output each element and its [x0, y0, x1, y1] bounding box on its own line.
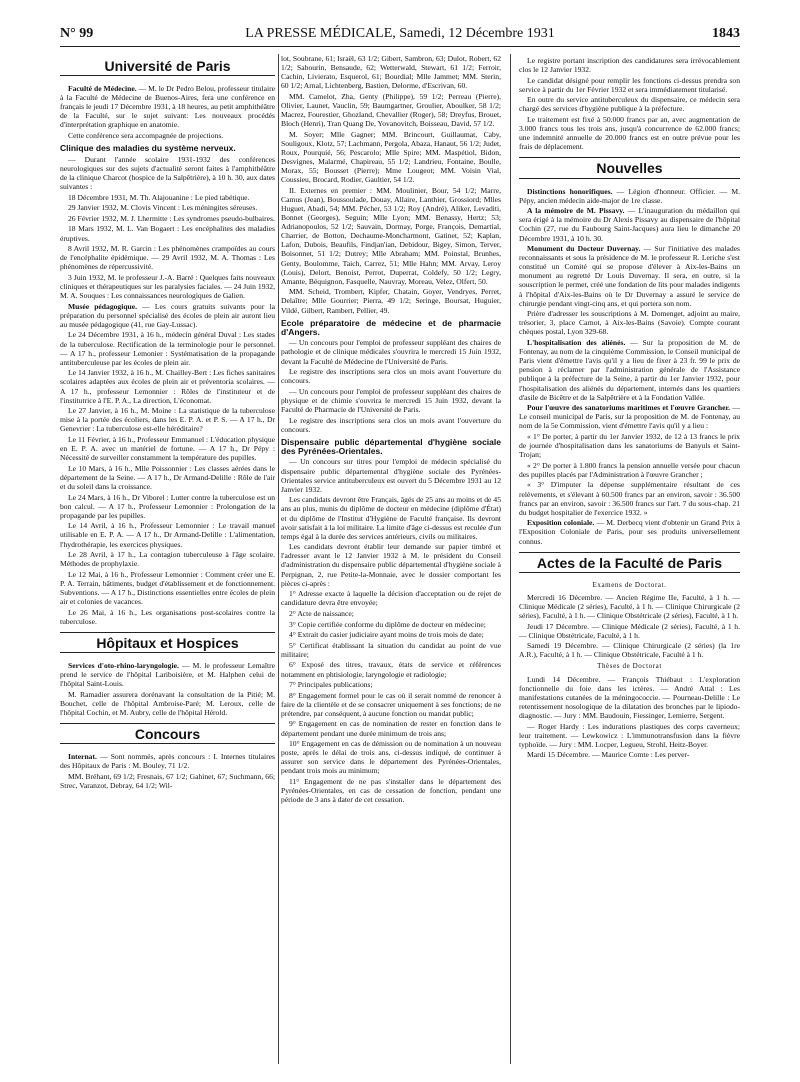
- issue-number: N° 99: [60, 26, 94, 41]
- section-heading: Actes de la Faculté de Paris: [519, 552, 740, 573]
- list-item: 11° Engagement de ne pas s'installer dans le département des Pyrénées-Orientales, en cas de cessation de fonction, pendant une période de 3 ans à dater de cet cessation.: [281, 777, 501, 805]
- page-number: 1843: [712, 26, 740, 41]
- item-title: Services d'oto-rhino-laryngologie.: [68, 660, 179, 670]
- paragraph: [60, 661, 275, 688]
- list-item: 2° Acte de naissance;: [289, 608, 354, 618]
- paragraph: Le traitement est fixé à 50.000 francs par an, avec augmentation de 3.000 francs tous les trois ans, jusqu'à concurrence de 62.000 francs; une indemnité annuelle de 20.000 francs est en outre prévue pour les frais de déplacement.: [519, 115, 740, 152]
- paragraph: [519, 206, 740, 242]
- list-item: 26 Février 1932, M. J. Lhermitte : Les syndromes pseudo-bulbaires.: [68, 213, 275, 223]
- list-item: Lundi 14 Décembre. — François Thiébaut : L'exploration fonctionnelle du foie dans les ictères. — André Attal : Les manifestations cutanées de la méningococcie. — Pourneau-Delille : Le retentissement nosologique de la dilatation des bronches par le lipiodo-diagnostic. — Jury : MM. Baudouin, Fiessinger, Lemierre, Sergent.: [519, 674, 740, 720]
- paragraph: MM. Scheid, Trombert, Kipfer, Chatain, Goyer, Vendryes, Perret, Delaître; Mlle Gourrier; Pierra, 49 1/2; Seringe, Boursat, Huguier, Vildé, Gilbert, Rambert, Pellier, 49.: [281, 287, 501, 315]
- list-item: Le 14 Janvier 1932, à 16 h., M. Chailley-Bert : Les fiches sanitaires scolaires adaptées aux écoles de plein air et préventoria scolaires. — A 17 h., professeur Lemonnier : Rôles de l'instituteur et de l'institutrice à l'E. P. A., La direction, L'économat.: [60, 368, 275, 405]
- item-text: — Les cours gratuits suivants pour la préparation du personnel spécialisé des écoles de plein air auront lieu au musée pédagogique (41, rue Gay-Lussac).: [60, 301, 275, 329]
- column-divider: [278, 54, 279, 1064]
- list-item: 4° Extrait du casier judiciaire ayant moins de trois mois de date;: [289, 630, 484, 640]
- list-item: Le 24 Mars, à 16 h., Dr Viborel : Lutter contre la tuberculose est un bon calcul. — A 17 h., Professeur Lemonnier : Prolongation de la propagande par les pupilles.: [60, 492, 275, 520]
- paragraph: Cette conférence sera accompagnée de projections.: [68, 131, 224, 141]
- list-item: 9° Engagement en cas de nomination de rester en fonction dans le département pendant une durée minimum de trois ans;: [281, 719, 501, 738]
- paragraph: [519, 338, 740, 402]
- paragraph: II. Externes en premier : MM. Moulinier, Bour, 54 1/2; Marre, Camus (Jean), Boussoulade, Douay, Allaire, Lanthier, Grossiord; Mlles Huguet, Abadi, 54; MM. Pécher, 53 1/2; Roy (André), Aliker, Levaditi, Bonnet (Georges), Seguin; Mlle Lyon; MM. Benassy, Hertz; 53; Adrianopoulos, 52 1/2; Sauvain, Dormay, Porge, François, Demartial, Charrier, de Botton, Dechaume-Moncharmont, Gatinet, 52; Kaplan, Lafon, Dubois, Beaufils, Findjan'ian, Debidour, Bigey, Simon, Terver, Boisonnet, 51 1/2; Dutrey; Mlle Abraham; MM. Poinstal, Brunhes, Genty, Boulomme, Taich, Carrez, 51; Mlle Hahn; MM. Arvay, Leroy (Louis), Delort, Benoist, Perrot, Duperrat, Coldefy, 50 1/2; Legry, Amante, Béquignon, Fasquelle, Nauvray, Moreau, Velez, Olfert, 50.: [281, 185, 501, 286]
- list-item: 29 Janvier 1932, M. Clovis Vincent : Les méningites séreuses.: [68, 203, 258, 213]
- column-divider: [510, 54, 511, 1064]
- item-text: — M. Derbecq vient d'obtenir un Grand Prix à l'Exposition Coloniale de Paris, pour ses produits universellement connus.: [519, 518, 740, 546]
- item-text: — Sur la proposition de M. de Fontenay, au nom de la cinquième Commission, le Conseil municipal de Paris vient d'émettre l'avis qu'il y a lieu de fixer à 23 fr. 99 le prix de pension à réclamer par l'administration générale de l'Assistance publique à la préfecture de la Seine, à partir du 1er Janvier 1932, pour l'hospitalisation des aliénés du département, internés dans les quartiers d'asile de Bicêtre et de la Salpêtrière et à la Fondation Vallée.: [519, 338, 740, 402]
- subheading: Examens de Doctorat.: [592, 580, 667, 589]
- item-title: L'hospitalisation des aliénés.: [527, 338, 626, 348]
- column-middle: [281, 54, 501, 806]
- paragraph: — Un concours pour l'emploi de professeur suppléant des chaires de pathologie et de clinique médicales s'ouvrira le mercredi 15 Juin 1932, devant la Faculté de Médecine de l'Université de Paris.: [281, 338, 501, 366]
- paragraph: M. Soyer; Mlle Gagner; MM. Brincourt, Guillaumat, Caby, Souligoux, Klotz, 57; Lachmann, Pergola, Abaza, Hanaut, 56 1/2; Judet, Roux, Pourquié, 56; Pescarolo; Mlle Spire; MM. Maspétiol, Bidon, Desvignes, Malarmé, Chapireau, 55 1/2; Landrieu, Fontaine, Boulle, Morax, 55; Bousset (Pierre); Mme Lougeot; MM. Voisin Vial, Coussieu, Brocard, Rodier, Gaultier, 54 1/2.: [281, 129, 501, 185]
- list-item: 18 Mars 1932, M. L. Van Bogaert : Les encéphalites des maladies éruptives.: [60, 224, 275, 243]
- list-item: 7° Principales publications;: [289, 680, 373, 690]
- item-text: — Sur l'initiative des malades reconnaissants et sous la présidence de M. le professeur R. Leriche s'est constitué un Comité qui se propose d'élever à Aix-les-Bains un monument au regretté Dr Louis Duvernay. Il sera, en outre, si la souscription le permet, créé une fondation de lits pour malades indigents à l'hôpital d'Aix-les-Bains où le Dr Duvernay a assuré le service de chirurgie pendant vingt-cinq ans, et qui portera son nom.: [519, 244, 740, 308]
- list-item: Mercredi 16 Décembre. — Ancien Régime IIe, Faculté, à 1 h. — Clinique Médicale (2 séries), Faculté, à 1 h. — Clinique Chirurgicale (2 séries), Faculté, à 1 h. — Clinique Obstétricale (2 séries), Faculté, à 1 h.: [519, 592, 740, 620]
- list-item: Le 12 Mai, à 16 h., Professeur Lemonnier : Comment créer une E. P. A. Terrain, bâtiments, budget d'établissement et de fonctionnement. Subventions. — A 17 h., Distinctions essentielles entre écoles de plein air et colonies de vacances.: [60, 569, 275, 607]
- list-item: Le 27 Janvier, à 16 h., M. Moine : La statistique de la tuberculose mise à la portée des écoliers, dans les E. P. A. et P. S. — A 17 h., Dr Genevrier : La tuberculose est-elle héréditaire?: [60, 406, 275, 434]
- section-heading: Université de Paris: [60, 56, 275, 76]
- list-item: 1° Adresse exacte à laquelle la décision d'acceptation ou de rejet de candidature devra être envoyée;: [281, 589, 501, 608]
- item-title: Dispensaire public départemental d'hygiène sociale des Pyrénées-Orientales.: [281, 436, 501, 456]
- item-text: — M. le professeur Lemaître prend le service de l'hôpital Lariboisière, et M. Halphen celui de l'hôpital Saint-Louis.: [60, 660, 275, 689]
- list-item: 5° Certificat établissant la situation du candidat au point de vue militaire;: [281, 640, 501, 659]
- list-item: 6° Exposé des titres, travaux, états de service et références notamment en phtisiologie, laryngologie et radiologie;: [281, 660, 501, 679]
- item-text: — Sont nommés, après concours : I. Internes titulaires des Hôpitaux de Paris : M. Bouley, 71 1/2.: [60, 752, 275, 771]
- list-item: Le 24 Décembre 1931, à 16 h., médecin général Duval : Les stades de la tuberculose. Rectification de la terminologie pour le personnel. — A 17 h., professeur Lemonier : Systématisation de la propagande antituberculeuse par les écoles de plein air.: [60, 330, 275, 367]
- item-title: A la mémoire de M. Pissavy.: [527, 206, 625, 216]
- section-heading: Concours: [60, 723, 275, 744]
- paragraph: MM. Camelot, Zha, Genty (Philippe), 59 1/2; Perreau (Pierre), Olivier, Launet, Vauclin, 59; Baumgartner, Groulier, Aboulker, 58 1/2; Macrez, Fourestier, Ghozland, Chevallier (Roger), 58; Dreyfus, Brouet, Bloch (Henri), Tran Quang De, Yovanovitch, Boisseau, David, 57 1/2.: [281, 91, 501, 129]
- item-text: — Légion d'honneur. Officier. — M. Pépy, ancien médecin aide-major de 1re classe.: [519, 186, 740, 205]
- list-item: Jeudi 17 Décembre. — Clinique Médicale (2 séries), Faculté, à 1 h. — Clinique Obstétricale, Faculté, à 1 h.: [519, 621, 740, 640]
- paragraph: Les candidats devront être Français, âgés de 25 ans au moins et de 45 ans au plus, munis du diplôme de docteur en médecine (diplôme d'État) et du diplôme de l'Institut d'Hygiène de Faculté française. Ils devront avoir satisfait à la loi militaire. La limite d'âge ci-dessus est reculée d'un temps égal à la durée des services antérieurs, civils ou militaires.: [281, 495, 501, 541]
- item-title: Internat.: [68, 752, 97, 762]
- section-heading: Nouvelles: [519, 157, 740, 178]
- list-item: 10° Engagement en cas de démission ou de nomination à un nouveau poste, après le délai de trois ans, ci-dessus indiqué, de continuer à assurer son service dans le département des Pyrénées-Orientales, pendant trois mois au minimum;: [281, 739, 501, 776]
- paragraph: [60, 84, 275, 129]
- paragraph: Le candidat désigné pour remplir les fonctions ci-dessus prendra son service à partir du 1er Février 1932 et sera immédiatement titularisé.: [519, 75, 740, 94]
- paragraph: — Durant l'année scolaire 1931-1932 des conférences neurologiques sur des sujets d'actualité seront faites à l'amphithéâtre de la clinique Charcot (hospice de la Salpêtrière), à 10 h. 30, aux dates suivantes :: [60, 154, 275, 192]
- paragraph: lot, Soubrane, 61; Israël, 63 1/2; Gibert, Sambron, 63; Dulot, Robert, 62 1/2; Sabourin, Bensaude, 62; Wetterwald, Stewart, 61 1/2; Ferroir, Cachin, Livierato, Esquerol, 61; Bourdial; Mlle Jammet; MM. Sterin, 60 1/2; Arnal, Lichtenberg, Bastien, Delorme, d'Escrivan, 60.: [281, 54, 501, 91]
- list-item: Le 11 Février, à 16 h., Professeur Emmanuel : L'éducation physique en E. P. A. avec un matériel de fortune. — A 17 h., Dr Pépy : Nécessité de surveiller constamment la température des pupilles.: [60, 434, 275, 463]
- list-item: Le 10 Mars, à 16 h., Mlle Poissonnier : Les classes aérées dans le département de la Seine. — A 17 h., Dr Armand-Delille : Rôle de l'air et du soleil dans la croissance.: [60, 463, 275, 491]
- list-item: Le 26 Mai, à 16 h., Les organisations post-scolaires contre la tuberculose.: [60, 607, 275, 626]
- paragraph: Le registre des inscriptions sera clos un mois avant l'ouverture du concours.: [281, 415, 501, 434]
- paragraph: MM. Bréhant, 69 1/2; Fresnais, 67 1/2; Gahinet, 67; Suchmann, 66; Strec, Varanzot, Debray, 64 1/2; Wil-: [60, 771, 275, 790]
- list-item: Mardi 15 Décembre. — Maurice Comte : Les perver-: [527, 750, 690, 760]
- paragraph: Prière d'adresser les souscriptions à M. Domenget, adjoint au maire, trésorier, 3, place Carnot, à Aix-les-Bains (Savoie). Compte courant chèques postal, Lyon 329-68.: [519, 309, 740, 337]
- paragraph: Les candidats devront établir leur demande sur papier timbré et l'adresser avant le 12 Janvier 1932 à M. le président du Conseil d'administration du dispensaire public départemental d'hygiène sociale à Perpignan, 2, rue Petite-la-Monnaie, avec le dossier comportant les pièces ci-après :: [281, 542, 501, 588]
- list-item: Le 28 Avril, à 17 h., La contagion tuberculeuse à l'âge scolaire. Méthodes de prophylaxie.: [60, 550, 275, 569]
- item-title: Exposition coloniale.: [527, 518, 595, 528]
- item-title: Faculté de Médecine.: [68, 84, 137, 94]
- paragraph: Le registre portant inscription des candidatures sera irrévocablement clos le 12 Janvier 1932.: [519, 56, 740, 75]
- list-item: Le 14 Avril, à 16 h., Professeur Lemonnier : Le travail manuel utilisable en E. P. A. — A 17 h., Dr Armand-Delille : L'alimentation, l'hydrothérapie, les exercices physiques.: [60, 521, 275, 549]
- column-right: [519, 56, 740, 761]
- list-item: — Roger Hardy : Les indurations plastiques des corps caverneux; leur traitement. — Lewkowicz : L'immunotransfusion dans la fièvre typhoïde. — Jury : MM. Locper, Legueu, Strohl, Heitz-Boyer.: [519, 721, 740, 749]
- item-title: Ecole préparatoire de médecine et de pharmacie d'Angers.: [281, 317, 501, 337]
- item-title: Pour l'œuvre des sanatoriums maritimes et l'œuvre Grancher.: [527, 403, 731, 413]
- paragraph: M. Ramadier assurera dorénavant la consultation de la Pitié; M. Bouchet, celle de l'hôpital Ambroise-Paré; M. Leroux, celle de l'hôpital Cochin, et M. Aubry, celle de l'hôpital Hérold.: [60, 689, 275, 717]
- list-item: Samedi 19 Décembre. — Clinique Chirurgicale (2 séries) (la 1re A.R.), Faculté, à 1 h. — Clinique Obstétricale, Faculté à 1 h.: [519, 641, 740, 660]
- list-item: 8 Avril 1932, M. R. Garcin : Les phénomènes crampoïdes au cours de l'encéphalite épidémique. — 29 Avril 1932, M. A. Thomas : Les phénomènes de répercussivité.: [60, 244, 275, 272]
- list-item: 3 Juin 1932, M. le professeur J.-A. Barré : Quelques faits nouveaux cliniques et thérapeutiques sur les paralysies faciales. — 24 Juin 1932, M. A. Souques : Les connaissances neurologiques de Galien.: [60, 272, 275, 301]
- page-header: [60, 26, 740, 47]
- item-text: — M. le Dr Pedro Belou, professeur titulaire à la Faculté de Médecine de Buenos-Aires, fera une conférence en français le jeudi 17 Décembre 1931, à 18 heures, au petit amphithéâtre de la Faculté, sur le sujet suivant: Les nouveaux procédés d'interprétation graphique en anatomie.: [60, 84, 275, 130]
- paragraph: — Un concours pour l'emploi de professeur suppléant des chaires de physique et de chimie s'ouvrira le mercredi 15 Juin 1932, devant la Faculté de Pharmacie de l'Université de Paris.: [281, 386, 501, 414]
- journal-title: LA PRESSE MÉDICALE, Samedi, 12 Décembre 1931: [245, 26, 555, 41]
- item-title: Clinique des maladies du système nerveux.: [60, 143, 236, 154]
- paragraph: En outre du service antituberculeux du dispensaire, ce médecin sera chargé des services d'hygiène publique à la préfecture.: [519, 95, 740, 114]
- list-item: 18 Décembre 1931, M. Th. Alajouanine : Le pied tabétique.: [68, 192, 250, 202]
- list-item: « 2° De porter à 1.800 francs la pension annuelle versée pour chacun des pupilles placés par l'Administration à l'œuvre Grancher ;: [519, 460, 740, 479]
- item-text: — Le conseil municipal de Paris, sur la proposition de M. de Fontenay, au nom de la 5e Commission, vient d'émettre l'avis qu'il y a lieu :: [519, 403, 740, 431]
- paragraph: [519, 518, 740, 545]
- list-item: « 3° D'imputer la dépense supplémentaire résultant de ces relèvements, et s'élevant à 60.500 francs par an environ, savoir : 36.500 francs par an environ, savoir : 36.500 francs sur l'art. 7 du sous-chap. 21 du budget hospitalier de l'exercice 1932. »: [519, 480, 740, 517]
- paragraph: [519, 187, 740, 205]
- item-title: Distinctions honorifiques.: [527, 186, 613, 196]
- item-title: Monument du Docteur Duvernay.: [527, 244, 641, 254]
- paragraph: — Un concours sur titres pour l'emploi de médecin spécialisé du dispensaire public départemental d'hygiène sociale des Pyrénées-Orientales service antituberculeux est ouvert du 5 Décembre 1931 au 12 Janvier 1932.: [281, 457, 501, 494]
- subheading: Thèses de Doctorat: [597, 662, 662, 671]
- paragraph: [60, 752, 275, 770]
- paragraph: [519, 244, 740, 308]
- column-left: [60, 56, 275, 791]
- item-text: — L'inauguration du médaillon qui sera érigé à la mémoire du Dr Alexis Pissavy au dispensaire de l'hôpital Cochin (27, rue du Faubourg Saint-Jacques) aura lieu le dimanche 20 Décembre 1931, à 10 h. 30.: [519, 206, 740, 243]
- paragraph: [519, 403, 740, 430]
- list-item: « 1° De porter, à partir du 1er Janvier 1932, de 12 à 13 francs le prix de journée d'hospitalisation dans les sanatoriums de Banyuls et Saint-Trojan;: [519, 431, 740, 460]
- item-title: Musée pédagogique.: [68, 301, 138, 311]
- paragraph: Le registre des inscriptions sera clos un mois avant l'ouverture du concours.: [281, 367, 501, 386]
- list-item: 8° Engagement formel pour le cas où il serait nommé de renoncer à faire de la clientèle et de se consacrer uniquement à ses fonctions; de ne prétendre, par conséquent, à aucune fonction ou mandat public;: [281, 690, 501, 718]
- list-item: 3° Copie certifiée conforme du diplôme de docteur en médecine;: [289, 619, 486, 629]
- section-heading: Hôpitaux et Hospices: [60, 632, 275, 653]
- paragraph: [60, 302, 275, 329]
